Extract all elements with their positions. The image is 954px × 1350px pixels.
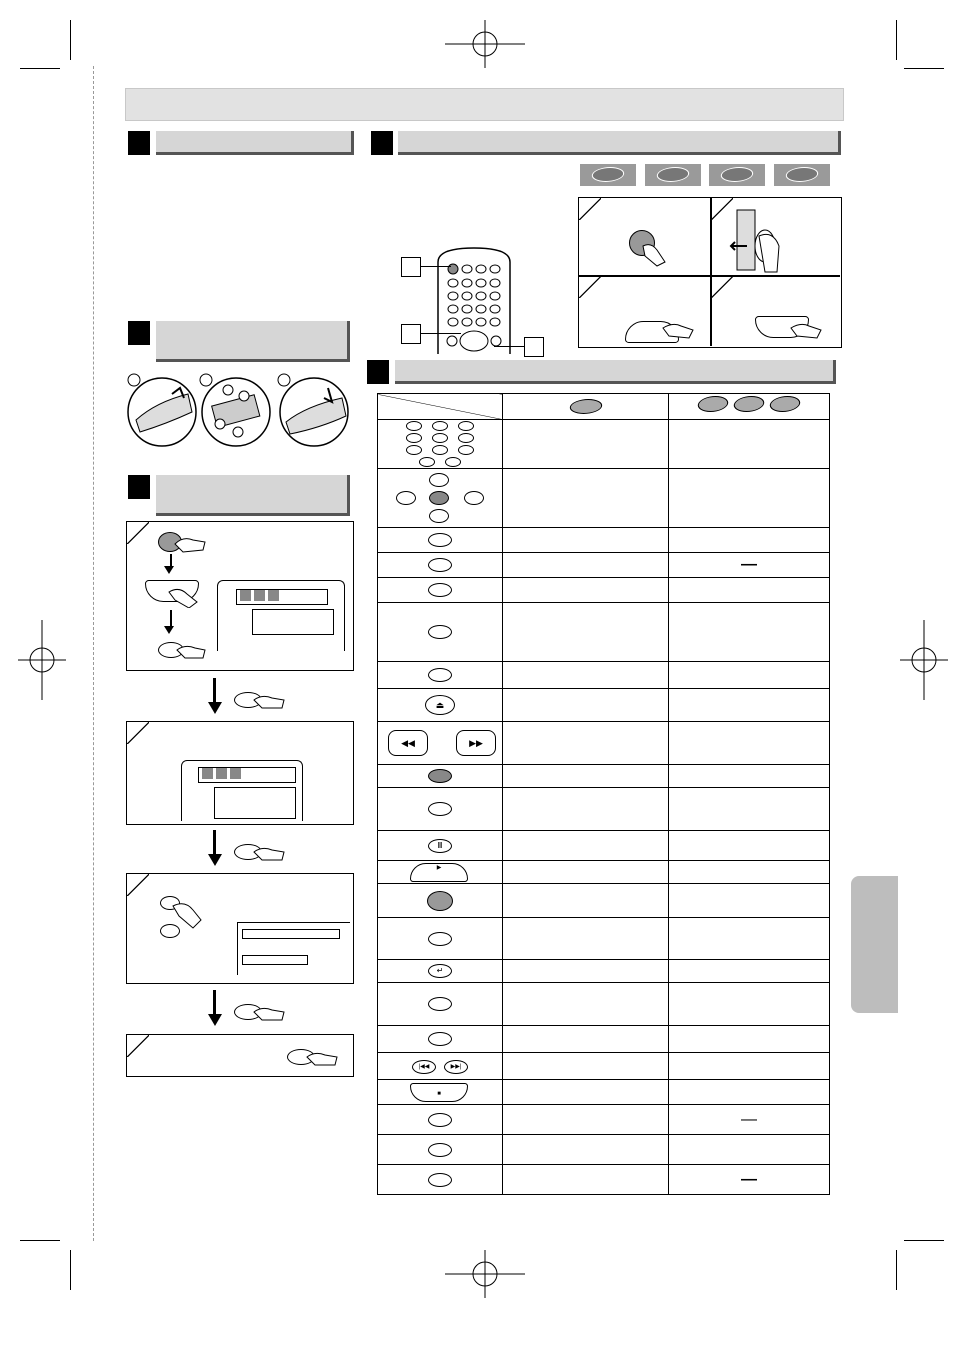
disc-icon: [580, 164, 636, 186]
table-row: [378, 1105, 830, 1135]
filled-oval-button-icon: [378, 765, 503, 788]
disc-icon: [731, 396, 766, 412]
step-corner: [711, 276, 733, 298]
step-corner: [579, 198, 601, 220]
big-arrow: [213, 678, 216, 704]
crop-mark: [20, 1240, 60, 1241]
crop-mark: [904, 1240, 944, 1241]
hand-icon: [639, 242, 669, 268]
menu-icon: [216, 768, 227, 779]
disc-icon: [645, 164, 701, 186]
side-tab: [851, 876, 898, 1013]
table-cell: [669, 1026, 830, 1053]
table-row: [378, 861, 830, 884]
skip-back-icon: |◀◀: [412, 1060, 436, 1074]
menu-icon: [230, 768, 241, 779]
section-marker: [128, 475, 150, 499]
registration-mark-icon: [445, 1250, 525, 1298]
table-cell: [503, 884, 669, 918]
table-cell: [503, 831, 669, 861]
playback-steps-grid: [578, 197, 842, 348]
crop-mark: [70, 1250, 71, 1290]
crop-mark: [904, 68, 944, 69]
table-cell: [669, 884, 830, 918]
table-cell: [503, 689, 669, 722]
table-row: [378, 689, 830, 722]
table-row: [378, 918, 830, 960]
table-cell: [503, 578, 669, 603]
table-cell: [669, 831, 830, 861]
table-row: [378, 1165, 830, 1195]
table-cell: [669, 578, 830, 603]
table-row: [378, 420, 830, 469]
tv-screen-icon: [217, 580, 345, 651]
table-row: [378, 884, 830, 918]
table-row: [378, 1135, 830, 1165]
table-cell: [669, 1135, 830, 1165]
arrow-down-icon: [208, 702, 222, 714]
table-cell: [669, 1053, 830, 1080]
table-cell: [503, 960, 669, 983]
registration-mark-icon: [445, 20, 525, 68]
hand-icon: [173, 534, 207, 554]
table-row: [378, 722, 830, 765]
stop-button-icon: ■: [378, 1080, 503, 1105]
oval-button-icon: [378, 662, 503, 689]
table-cell: [503, 528, 669, 553]
table-header-cell: [669, 394, 830, 420]
table-header-cell: [503, 394, 669, 420]
callout-line: [421, 333, 461, 334]
table-cell: [669, 983, 830, 1026]
oval-button-icon: [378, 918, 503, 960]
table-cell: [503, 918, 669, 960]
callout-box: [524, 337, 544, 357]
table-cell: [669, 918, 830, 960]
table-cell: [669, 662, 830, 689]
hand-icon: [661, 320, 695, 340]
skip-forward-icon: ▶▶|: [444, 1060, 468, 1074]
arrow-down-icon: [164, 626, 174, 634]
table-row: [378, 983, 830, 1026]
oval-button-icon: [378, 983, 503, 1026]
table-row: [378, 960, 830, 983]
menu-icon: [240, 590, 251, 601]
table-row: [378, 1080, 830, 1105]
table-cell: [503, 469, 669, 528]
table-cell: [669, 765, 830, 788]
table-row: [378, 603, 830, 662]
section-header: [156, 131, 354, 155]
section-header: [156, 321, 350, 362]
table-cell: [669, 788, 830, 831]
rewind-forward-buttons-icon: [378, 722, 503, 765]
fast-forward-icon: ▶▶: [456, 730, 496, 756]
oval-button-icon: [378, 1135, 503, 1165]
big-arrow: [213, 990, 216, 1016]
table-cell: [503, 1135, 669, 1165]
grid-divider: [579, 275, 840, 277]
step-corner: [127, 722, 149, 744]
oval-button-icon: [378, 1026, 503, 1053]
table-header-row: [378, 394, 830, 420]
menu-icon: [268, 590, 279, 601]
section-marker: [367, 360, 389, 384]
hand-icon: [252, 692, 286, 710]
function-table: [377, 393, 830, 1195]
section-header: [156, 475, 350, 516]
menu-icon: [254, 590, 265, 601]
page-banner: [125, 88, 844, 121]
return-button-icon: ↵: [378, 960, 503, 983]
oval-button-icon: [378, 528, 503, 553]
table-cell: [503, 1026, 669, 1053]
crop-mark: [70, 20, 71, 60]
table-cell: [669, 420, 830, 469]
table-cell: [669, 722, 830, 765]
disc-icon: [709, 164, 765, 186]
table-cell: [669, 689, 830, 722]
disc-icon: [774, 164, 830, 186]
power-button-icon: [378, 884, 503, 918]
hand-icon: [171, 900, 205, 930]
step-corner: [127, 874, 149, 896]
play-button-icon: ▶: [378, 861, 503, 884]
table-cell: [503, 788, 669, 831]
number-keys-icon: [378, 420, 503, 469]
section-marker: [128, 321, 150, 345]
eject-button-icon: ⏏: [378, 689, 503, 722]
step-corner: [127, 1035, 149, 1057]
table-cell: [669, 528, 830, 553]
crop-mark: [896, 1250, 897, 1290]
table-cell: [503, 1053, 669, 1080]
skip-buttons-icon: [378, 1053, 503, 1080]
section-header: [395, 360, 836, 384]
callout-box: [401, 257, 421, 277]
oval-button-icon: [378, 603, 503, 662]
setup-step-1: [126, 521, 354, 671]
callout-line: [494, 346, 524, 347]
cursor-keys-icon: [378, 469, 503, 528]
table-row: [378, 469, 830, 528]
table-cell: [503, 765, 669, 788]
oval-button-icon: [378, 1105, 503, 1135]
binding-line: [93, 66, 94, 1241]
menu-panel: [214, 787, 296, 819]
table-row: [378, 1053, 830, 1080]
table-row: [378, 578, 830, 603]
table-cell: [669, 603, 830, 662]
menu-icon: [202, 768, 213, 779]
disc-icon: [695, 396, 730, 412]
registration-mark-icon: [900, 620, 948, 700]
table-corner-cell: [378, 394, 503, 420]
table-row: [378, 553, 830, 578]
callout-line: [421, 266, 451, 267]
table-cell: [503, 1080, 669, 1105]
arrow-down-icon: [164, 566, 174, 574]
crop-mark: [896, 20, 897, 60]
menu-option: [242, 955, 308, 965]
table-cell: —: [669, 1105, 830, 1135]
table-cell: [503, 420, 669, 469]
table-row: [378, 831, 830, 861]
table-cell: [503, 861, 669, 884]
table-row: [378, 788, 830, 831]
section-marker: [371, 131, 393, 155]
menu-panel: [252, 609, 334, 635]
disc-icon: [768, 396, 803, 412]
table-row: [378, 765, 830, 788]
callout-box: [401, 324, 421, 344]
hand-icon: [175, 642, 207, 660]
hand-icon: [167, 586, 201, 608]
setup-step-3: [126, 873, 354, 984]
table-cell: [669, 1080, 830, 1105]
pause-button-icon: II: [378, 831, 503, 861]
table-cell: —: [669, 1165, 830, 1195]
table-row: [378, 1026, 830, 1053]
table-cell: [503, 662, 669, 689]
table-cell: [503, 722, 669, 765]
menu-option: [242, 929, 340, 939]
battery-step-3-illustration: [276, 372, 352, 448]
hand-icon: [252, 844, 286, 862]
hand-icon: [252, 1004, 286, 1022]
setup-step-4: [126, 1034, 354, 1077]
table-cell: —: [669, 553, 830, 578]
arrow-down-icon: [208, 1014, 222, 1026]
crop-mark: [20, 68, 60, 69]
table-cell: [503, 1165, 669, 1195]
rewind-icon: ◀◀: [388, 730, 428, 756]
table-cell: [503, 553, 669, 578]
oval-button-icon: [378, 553, 503, 578]
table-cell: [669, 469, 830, 528]
arrow-down-icon: [208, 854, 222, 866]
hand-icon: [305, 1049, 339, 1067]
oval-button-icon: [378, 578, 503, 603]
table-cell: [669, 960, 830, 983]
grid-divider: [710, 198, 712, 346]
battery-step-1-illustration: [126, 372, 198, 448]
big-arrow: [213, 830, 216, 856]
table-cell: [503, 1105, 669, 1135]
section-header: [398, 131, 841, 155]
table-cell: [503, 983, 669, 1026]
oval-button-icon: [378, 788, 503, 831]
hand-icon: [789, 320, 823, 340]
disc-icon: [562, 398, 610, 416]
table-row: [378, 662, 830, 689]
registration-mark-icon: [18, 620, 66, 700]
table-cell: [503, 603, 669, 662]
disc-insert-illustration: [729, 206, 805, 274]
table-row: [378, 528, 830, 553]
setup-step-2: [126, 721, 354, 825]
table-cell: [669, 861, 830, 884]
step-corner: [579, 276, 601, 298]
menu-panel: [237, 922, 350, 975]
battery-step-2-illustration: [198, 372, 274, 448]
tv-screen-icon: [181, 760, 303, 821]
oval-button-icon: [378, 1165, 503, 1195]
step-corner: [127, 522, 149, 544]
section-marker: [128, 131, 150, 155]
